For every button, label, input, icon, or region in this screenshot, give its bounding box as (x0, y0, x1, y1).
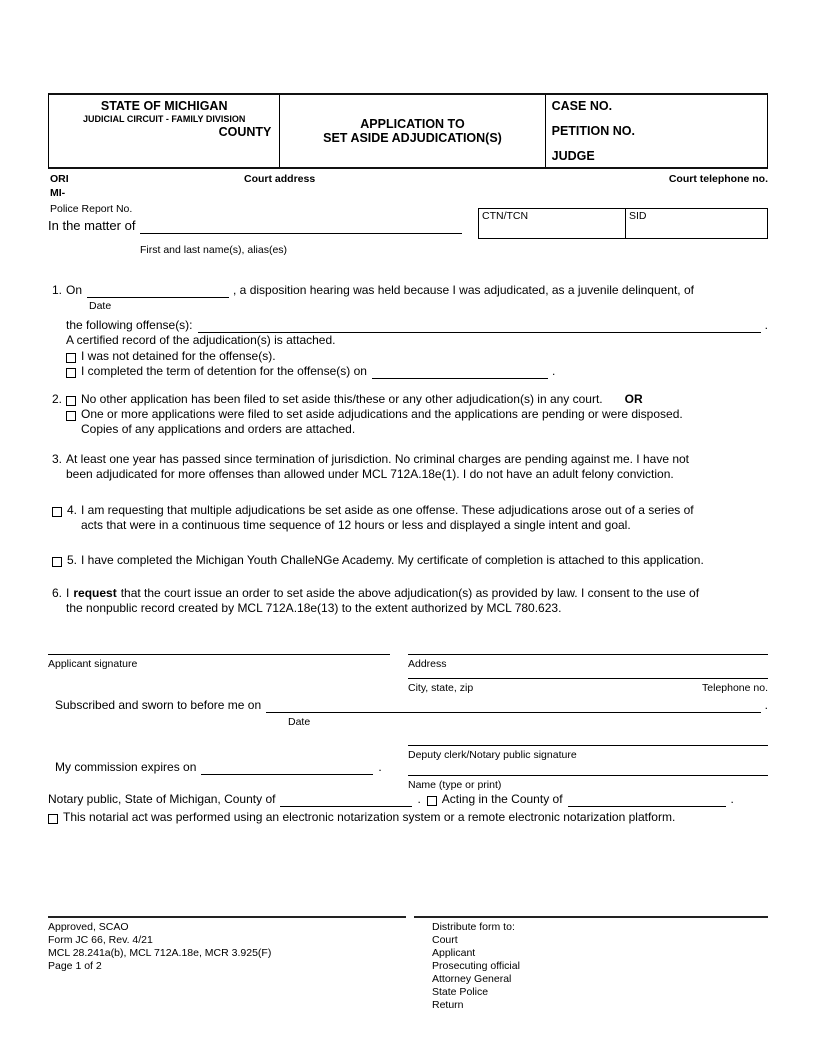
acting-county-field[interactable] (568, 792, 726, 807)
footer-distribute-block (432, 921, 520, 1012)
item1-offenses-label: the following offense(s): (66, 318, 193, 332)
item2-number: 2. (52, 392, 63, 406)
item4-line1: I am requesting that multiple adjudications be set aside as one offense. These adjudications arose out of a series of (81, 503, 694, 517)
page-number-text: Page 1 of 2 (48, 960, 102, 972)
item1-line1-text: , a disposition hearing was held because I was adjudicated, as a juvenile delinquent, of (233, 283, 694, 297)
sworn-date-field[interactable] (266, 698, 761, 713)
sworn-period: . (764, 698, 768, 712)
city-zip-telephone-field[interactable] (408, 664, 768, 679)
enotary-label: This notarial act was performed using an electronic notarization system or a remote electronic notarization platform. (63, 810, 676, 824)
item3-line1-row (52, 452, 768, 467)
item-3 (52, 452, 768, 483)
item-1 (52, 283, 768, 379)
enotary-row (48, 810, 768, 825)
form-number-text: Form JC 66, Rev. 4/21 (48, 934, 153, 946)
item3-line1: At least one year has passed since termination of jurisdiction. No criminal charges are pending against me. I have not (66, 452, 690, 466)
form-title-cell (280, 95, 545, 167)
footer-divider (48, 916, 768, 918)
item6-line1: that the court issue an order to set aside the above adjudication(s) as provided by law. I consent to the use of (120, 586, 700, 600)
item4-number: 4. (67, 503, 78, 517)
deputy-clerk-label: Deputy clerk/Notary public signature (408, 749, 577, 761)
item6-number: 6. (52, 586, 63, 600)
form-title-line2: SET ASIDE ADJUDICATION(S) (323, 131, 502, 145)
judge-label[interactable]: JUDGE (551, 149, 595, 163)
matter-name-field[interactable] (140, 219, 462, 234)
item3-number: 3. (52, 452, 63, 466)
notary-county-row (48, 792, 768, 807)
city-phone-labels (408, 682, 768, 694)
ori-mi-prefix[interactable]: MI- (50, 187, 66, 199)
commission-label: My commission expires on (55, 760, 197, 774)
county-label: COUNTY (218, 125, 272, 139)
item-2 (52, 392, 768, 438)
court-telephone-label: Court telephone no. (668, 173, 768, 185)
police-report-label[interactable]: Police Report No. (50, 203, 133, 215)
sworn-label: Subscribed and sworn to before me on (55, 698, 262, 712)
court-address-label: Court address (244, 173, 316, 185)
item6-pre: I (66, 586, 70, 600)
item1-completed-period: . (551, 363, 556, 378)
item4-line2: acts that were in a continuous time sequence of 12 hours or less and displayed a single intent and goal. (81, 518, 631, 532)
item1-date-field[interactable] (87, 283, 229, 298)
item-6 (52, 586, 768, 617)
court-name-cell (49, 95, 280, 167)
applicant-signature-label: Applicant signature (48, 658, 138, 670)
detention-date-field[interactable] (372, 364, 548, 379)
completed-detention-label: I completed the term of detention for the offense(s) on (81, 363, 367, 378)
petition-no-label[interactable]: PETITION NO. (551, 124, 635, 138)
sworn-date-hint: Date (288, 716, 311, 728)
item1-line1 (52, 283, 768, 298)
ctn-tcn-field[interactable]: CTN/TCN (479, 209, 626, 238)
distribute-applicant: Applicant (432, 947, 476, 959)
distribute-title: Distribute form to: (432, 921, 515, 933)
deputy-signature-field[interactable] (408, 731, 768, 746)
notary-label: Notary public, State of Michigan, County of (48, 792, 276, 806)
item1-completed-row (66, 364, 768, 379)
item1-date-hint: Date (89, 300, 112, 312)
multiple-adjudications-checkbox[interactable] (52, 507, 62, 517)
no-other-application-checkbox[interactable] (66, 396, 76, 406)
case-no-label[interactable]: CASE NO. (551, 99, 613, 113)
item-5 (52, 553, 768, 568)
state-title: STATE OF MICHIGAN (100, 99, 228, 113)
notary-county-field[interactable] (280, 792, 412, 807)
item1-offenses-period: . (764, 318, 768, 332)
notary-name-field[interactable] (408, 761, 768, 776)
applicant-signature-field[interactable] (48, 640, 390, 655)
item2-option2-label: One or more applications were filed to set aside adjudications and the applications are pending or were disposed. (81, 407, 683, 421)
ctn-sid-box (478, 208, 768, 239)
distribute-state-police: State Police (432, 986, 489, 998)
distribute-court: Court (432, 934, 458, 946)
item1-on-label: On (66, 283, 83, 297)
electronic-notarization-checkbox[interactable] (48, 814, 58, 824)
item5-text: I have completed the Michigan Youth ChalleNGe Academy. My certificate of completion is attached to this application. (81, 553, 704, 567)
form-title-line1: APPLICATION TO (360, 117, 465, 131)
case-info-cell (546, 95, 767, 167)
item6-line1-row (52, 586, 768, 601)
distribute-prosecuting: Prosecuting official (432, 960, 520, 972)
notary-period: . (417, 792, 421, 806)
item3-line2: been adjudicated for more offenses than allowed under MCL 712A.18e(1). I do not have an adult felony conviction. (66, 467, 674, 481)
telephone-label: Telephone no. (702, 682, 768, 694)
address-label: Address (408, 658, 447, 670)
commission-date-field[interactable] (201, 760, 373, 775)
item1-offenses-field[interactable] (198, 318, 761, 333)
item1-not-detained-row (66, 349, 768, 364)
ori-label: ORI (50, 173, 69, 185)
item2-option1-row (52, 392, 768, 407)
footer-left-block (48, 921, 271, 973)
judicial-division-label: JUDICIAL CIRCUIT - FAMILY DIVISION (83, 114, 246, 124)
distribute-return: Return (432, 999, 464, 1011)
sworn-row (55, 698, 768, 713)
applications-filed-checkbox[interactable] (66, 411, 76, 421)
not-detained-label: I was not detained for the offense(s). (81, 348, 276, 363)
acting-county-checkbox[interactable] (427, 796, 437, 806)
item4-line1-row (52, 503, 768, 518)
item5-number: 5. (67, 553, 78, 567)
form-footer (48, 916, 768, 1016)
in-the-matter-row (48, 218, 468, 234)
matter-name-hint: First and last name(s), alias(es) (140, 244, 288, 256)
name-print-label: Name (type or print) (408, 779, 502, 791)
acting-period: . (730, 792, 734, 806)
acting-county-label: Acting in the County of (441, 792, 563, 806)
mcl-citations-text: MCL 28.241a(b), MCL 712A.18e, MCR 3.925(F) (48, 947, 272, 959)
challenge-academy-checkbox[interactable] (52, 557, 62, 567)
sid-field[interactable]: SID (629, 210, 647, 222)
signature-section (48, 640, 768, 840)
item2-option2-line2: Copies of any applications and orders are attached. (81, 422, 356, 436)
commission-row (55, 760, 382, 775)
item2-option2-row (66, 407, 768, 422)
item1-certified-text: A certified record of the adjudication(s) is attached. (66, 333, 336, 347)
completed-detention-checkbox[interactable] (66, 368, 76, 378)
approved-scao-text: Approved, SCAO (48, 921, 129, 933)
court-info-section (48, 170, 768, 283)
item5-row (52, 553, 768, 568)
commission-period: . (378, 760, 382, 774)
distribute-attorney-general: Attorney General (432, 973, 512, 985)
item6-line2: the nonpublic record created by MCL 712A.18e(13) to the extent authorized by MCL 780.623. (66, 601, 562, 615)
item-4 (52, 503, 768, 534)
form-header-table (48, 93, 768, 169)
not-detained-checkbox[interactable] (66, 353, 76, 363)
address-field[interactable] (408, 640, 768, 655)
item2-or-label: OR (624, 392, 643, 406)
in-matter-label: In the matter of (48, 218, 136, 233)
city-state-zip-label: City, state, zip (408, 682, 474, 694)
item1-offenses-row (66, 318, 768, 333)
item6-request-word: request (73, 586, 117, 600)
item1-number: 1. (52, 283, 63, 297)
item2-option1-label: No other application has been filed to set aside this/these or any other adjudication(s) in any court. (81, 392, 603, 406)
